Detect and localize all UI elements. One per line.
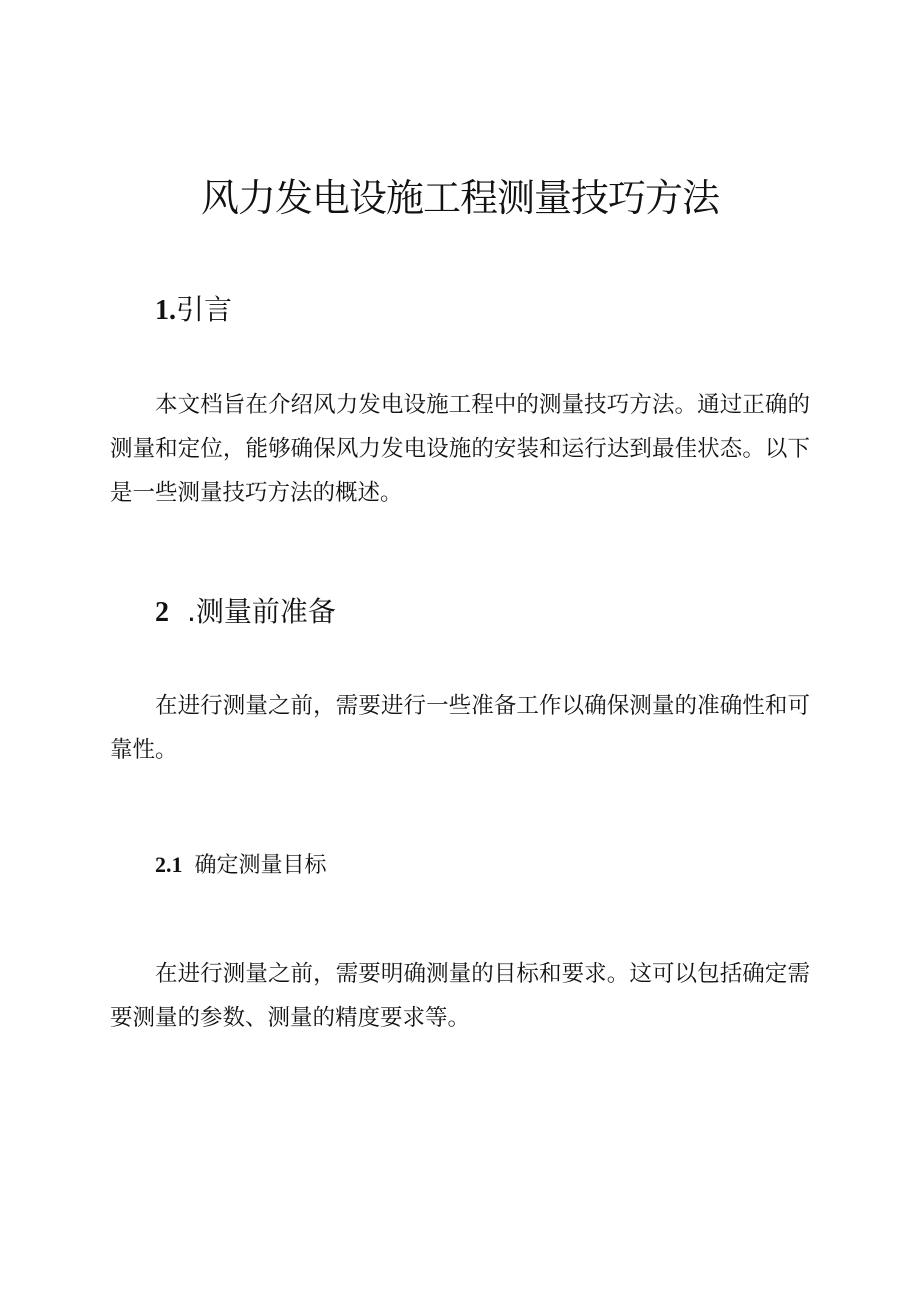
subsection-number: 2.1 (155, 852, 183, 877)
section-title: 引言 (176, 293, 233, 326)
section-heading-introduction (155, 290, 232, 331)
document-title: 风力发电设施工程测量技巧方法 (200, 176, 719, 220)
section-heading-preparation (155, 592, 336, 633)
subsection-heading-goal (155, 849, 327, 882)
section-title: .测量前准备 (187, 595, 336, 628)
subsection-title: 确定测量目标 (194, 853, 327, 878)
goal-paragraph: 在进行测量之前，需要明确测量的目标和要求。这可以包括确定需要测量的参数、测量的精度要求等。 (110, 961, 810, 1031)
preparation-paragraph: 在进行测量之前，需要进行一些准备工作以确保测量的准确性和可靠性。 (110, 693, 810, 763)
introduction-paragraph: 本文档旨在介绍风力发电设施工程中的测量技巧方法。通过正确的测量和定位，能够确保风力发电设施的安装和运行达到最佳状态。以下是一些测量技巧方法的概述。 (110, 392, 810, 506)
section-number: 1. (155, 295, 176, 326)
section-number: 2 (155, 597, 169, 628)
